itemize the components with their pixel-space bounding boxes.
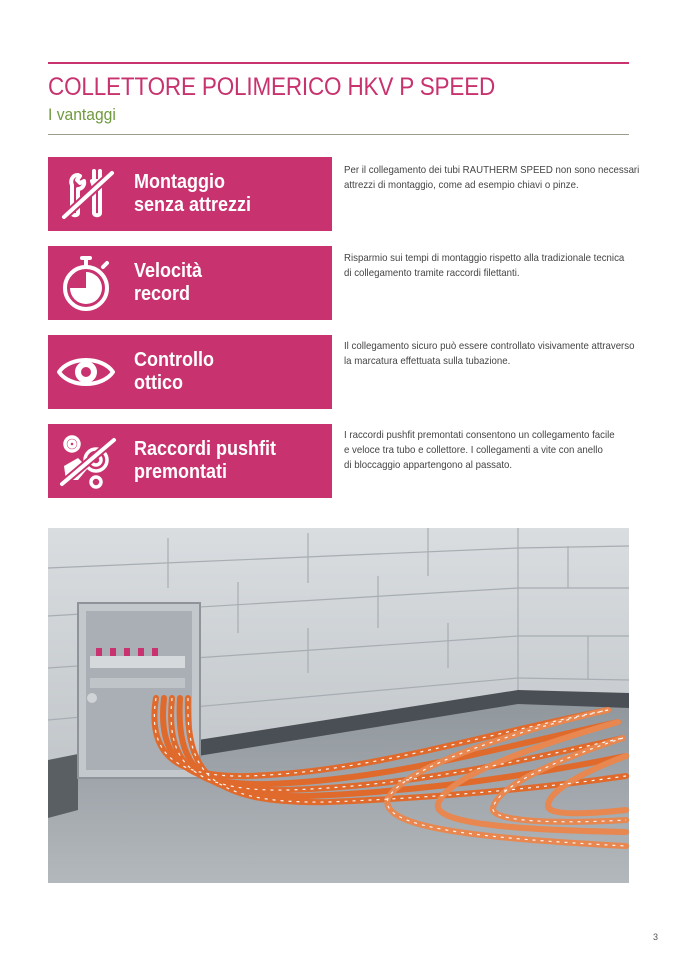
feature-description-record-speed: Risparmio sui tempi di montaggio rispetto alla tradizionale tecnica di collegamento tramite raccordi filettanti. bbox=[344, 252, 625, 279]
no-threaded-fittings-icon bbox=[56, 430, 120, 492]
stopwatch-icon bbox=[56, 252, 120, 314]
feature-description-visual-check: Il collegamento sicuro può essere controllato visivamente attraverso la marcatura effettuata sulla tubazione. bbox=[344, 340, 635, 367]
feature-box-visual-check bbox=[48, 335, 332, 409]
page-title: COLLETTORE POLIMERICO HKV P SPEED bbox=[48, 73, 496, 101]
feature-label: Raccordi pushfit premontati bbox=[134, 438, 277, 483]
feature-description-tool-free: Per il collegamento dei tubi RAUTHERM SPEED non sono necessari attrezzi di montaggio, come ad esempio chiavi o pinze. bbox=[344, 164, 640, 191]
feature-box-tool-free bbox=[48, 157, 332, 231]
no-tools-icon bbox=[56, 163, 120, 225]
eye-icon bbox=[56, 341, 120, 403]
feature-box-record-speed bbox=[48, 246, 332, 320]
page-number: 3 bbox=[652, 932, 658, 942]
header-top-rule bbox=[48, 62, 629, 64]
feature-label: Velocità record bbox=[134, 260, 203, 305]
feature-description-pushfit-fittings: I raccordi pushfit premontati consentono un collegamento facile e veloce tra tubo e collettore. I collegamenti a vite con anello di bloccaggio appartengono al passato. bbox=[344, 429, 615, 471]
feature-box-pushfit-fittings bbox=[48, 424, 332, 498]
product-photo-underfloor-heating bbox=[48, 528, 629, 883]
feature-label: Controllo ottico bbox=[134, 349, 214, 394]
page-subtitle: I vantaggi bbox=[48, 105, 116, 124]
header-bottom-rule bbox=[48, 134, 629, 135]
feature-label: Montaggio senza attrezzi bbox=[134, 171, 252, 216]
